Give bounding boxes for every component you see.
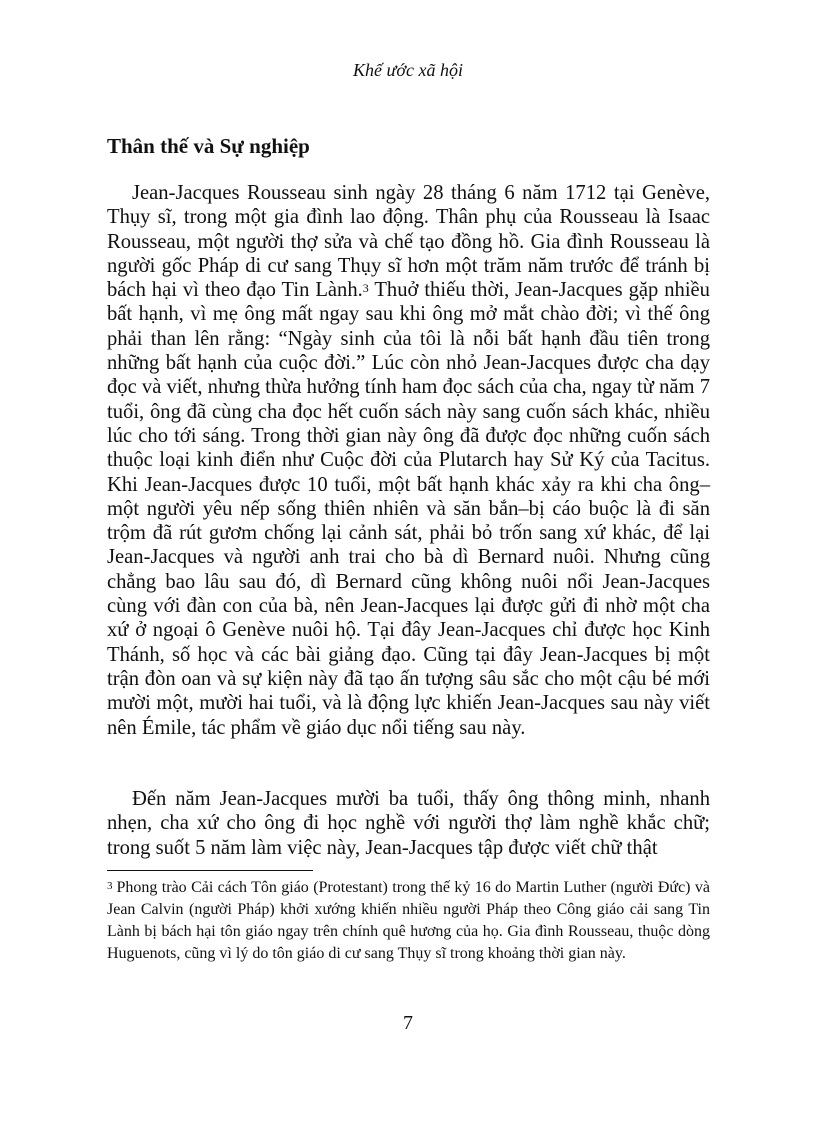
- footnote-divider: [107, 870, 313, 871]
- paragraph-1-text-b: Thuở thiếu thời, Jean-Jacques gặp nhiều bất hạnh, vì mẹ ông mất ngay sau khi ông mở mắt chào đời; vì thế ông phải than lên rằng: “Ngày sinh của tôi là nỗi bất hạnh đầu tiên trong những bất hạnh của cuộc đời.” Lúc còn nhỏ Jean-Jacques được cha dạy đọc và viết, nhưng thừa hưởng tính ham đọc sách của cha, ngay từ năm 7 tuổi, ông đã cùng cha đọc hết cuốn sách này sang cuốn sách khác, nhiều lúc cho tới sáng. Trong thời gian này ông đã được đọc những cuốn sách thuộc loại kinh điển như Cuộc đời của Plutarch hay Sử Ký của Tacitus. Khi Jean-Jacques được 10 tuổi, một bất hạnh khác xảy ra khi cha ông–một người yêu nếp sống thiên nhiên và săn bắn–bị cáo buộc là đi săn trộm đã rút gươm chống lại cảnh sát, phải bỏ trốn sang xứ khác, để lại Jean-Jacques và người anh trai cho bà dì Bernard nuôi. Nhưng cũng chẳng bao lâu sau đó, dì Bernard cũng không nuôi nổi Jean-Jacques cùng với đàn con của bà, nên Jean-Jacques lại được gửi đi nhờ một cha xứ ở ngoại ô Genève nuôi hộ. Tại đây Jean-Jacques chỉ được học Kinh Thánh, số học và các bài giảng đạo. Cũng tại đây Jean-Jacques bị một trận đòn oan và sự kiện này đã tạo ấn tượng sâu sắc cho một cậu bé mới mười một, mười hai tuổi, và là động lực khiến Jean-Jacques sau này viết nên Émile, tác phẩm về giáo dục nổi tiếng sau này.: [107, 279, 710, 739]
- section-title: Thân thế và Sự nghiệp: [107, 134, 310, 158]
- footnote: [107, 877, 710, 965]
- body-paragraph-2: Đến năm Jean-Jacques mười ba tuổi, thấy ông thông minh, nhanh nhẹn, cha xứ cho ông đi học nghề với người thợ làm nghề khắc chữ; trong suốt 5 năm làm việc này, Jean-Jacques tập được viết chữ thật: [107, 788, 710, 859]
- body-paragraph-1: [107, 181, 710, 740]
- footnote-reference: 3: [362, 281, 369, 296]
- paragraph-1-text-a: Jean-Jacques Rousseau sinh ngày 28 tháng 6 năm 1712 tại Genève, Thụy sĩ, trong một gia đình lao động. Thân phụ của Rousseau là Isaac Rousseau, một người thợ sửa và chế tạo đồng hồ. Gia đình Rousseau là người gốc Pháp di cư sang Thụy sĩ hơn một trăm năm trước để tránh bị bách hại vì theo đạo Tin Lành.: [107, 182, 710, 302]
- running-header: Khế ước xã hội: [353, 60, 463, 80]
- page-number: 7: [403, 1012, 413, 1034]
- footnote-text: Phong trào Cải cách Tôn giáo (Protestant) trong thế kỷ 16 do Martin Luther (người Đức) và Jean Calvin (người Pháp) khởi xướng khiến nhiều người Pháp theo Công giáo cải sang Tin Lành bị bách hại tôn giáo ngay trên chính quê hương của họ. Gia đình Rousseau, thuộc dòng Huguenots, cũng vì lý do tôn giáo di cư sang Thụy sĩ trong khoảng thời gian này.: [107, 879, 710, 962]
- footnote-number: 3: [107, 880, 113, 892]
